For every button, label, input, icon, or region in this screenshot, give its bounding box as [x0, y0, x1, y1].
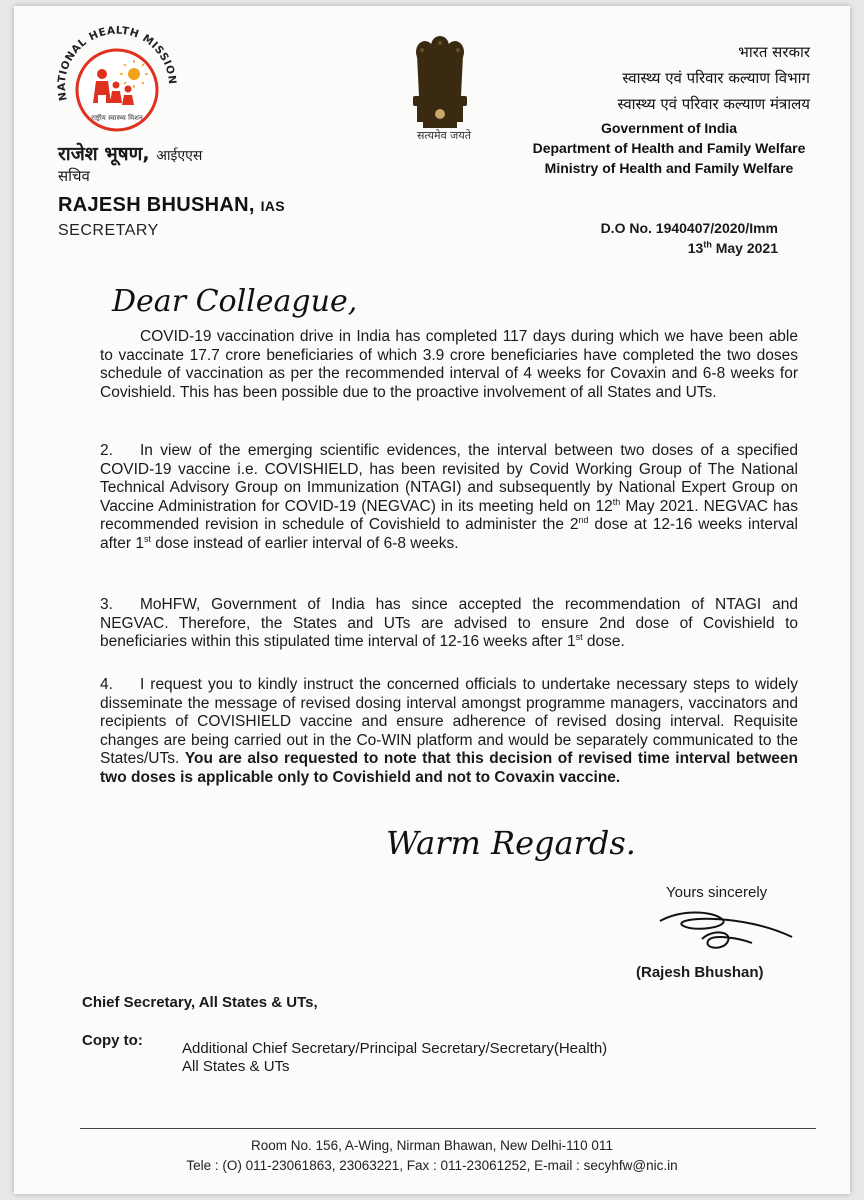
- salutation-handwritten: Dear Colleague,: [112, 284, 358, 319]
- paragraph-2-number: 2.: [100, 442, 113, 459]
- sender-name-en: RAJESH BHUSHAN,: [58, 194, 255, 216]
- do-number: D.O No. 1940407/2020/Imm: [600, 220, 778, 236]
- nhm-inner-text: राष्ट्रीय स्वास्थ्य मिशन: [91, 114, 143, 122]
- paragraph-2-sup-3: st: [143, 533, 151, 544]
- sender-suffix-en: IAS: [260, 198, 285, 214]
- emblem-motto: सत्यमेव जयते: [416, 129, 471, 142]
- signature-icon: [652, 899, 802, 959]
- sender-name-english: [58, 194, 285, 217]
- copy-to-recipients: [182, 1040, 607, 1076]
- warm-regards-handwritten: Warm Regards.: [386, 824, 636, 862]
- addressee: Chief Secretary, All States & UTs,: [82, 994, 318, 1011]
- paragraph-2: [100, 442, 798, 554]
- letter-page: [14, 6, 850, 1194]
- gov-english-line2: Department of Health and Family Welfare: [532, 140, 806, 156]
- national-emblem-icon: [399, 26, 481, 144]
- gov-hindi-line2: स्वास्थ्य एवं परिवार कल्याण विभाग: [622, 69, 810, 87]
- paragraph-3: [100, 596, 798, 652]
- sender-title-hindi: सचिव: [58, 167, 90, 185]
- paragraph-4-bold-text: You are also requested to note that this decision of revised time interval between two doses is applicable only to Covishield and not to Covaxin vaccine.: [100, 750, 799, 786]
- paragraph-4-number: 4.: [100, 676, 113, 693]
- copy-to-label: Copy to:: [82, 1032, 143, 1049]
- paragraph-1-text: COVID-19 vaccination drive in India has completed 117 days during which we have been able to vaccinate 17.7 crore beneficiaries of which 3.9 crore beneficiaries have completed the two doses schedule of vaccination as per the recommended interval of 4 weeks for Covaxin and 6-8 weeks for Covishield. This has been possible due to the proactive involvement of all States and UTs.: [100, 328, 798, 401]
- nhm-ring-text: NATIONAL HEALTH MISSION: [55, 24, 179, 102]
- sender-name-hi: राजेश भूषण,: [58, 143, 150, 165]
- paragraph-4: [100, 676, 798, 788]
- gov-hindi-line3: स्वास्थ्य एवं परिवार कल्याण मंत्रालय: [617, 95, 810, 113]
- gov-english-line1: Government of India: [600, 120, 738, 136]
- paragraph-2-text-b: May 2021. NEGVAC has recommended revision in schedule of Covishield to administer the 2: [100, 497, 798, 534]
- date-sup: th: [703, 239, 712, 250]
- paragraph-3-text-b: dose.: [582, 633, 625, 651]
- paragraph-3-text-a: MoHFW, Government of India has since accepted the recommendation of NTAGI and NEGVAC. Therefore, the States and UTs are advised to ensure 2nd dose of Covishield to beneficiaries within this stipulated time interval of 12-16 weeks after 1: [100, 596, 798, 651]
- footer-divider: [80, 1128, 816, 1129]
- date-day: 13: [687, 240, 704, 256]
- date-rest: May 2021: [711, 240, 778, 256]
- sender-suffix-hi: आईएएस: [156, 148, 203, 164]
- letter-date: [688, 240, 778, 256]
- gov-english-line3: Ministry of Health and Family Welfare: [544, 160, 794, 176]
- paragraph-2-sup-1: th: [612, 496, 621, 507]
- gov-hindi-line1: भारत सरकार: [738, 43, 810, 61]
- sun-icon: [128, 68, 140, 80]
- sender-name-hindi: [58, 140, 202, 166]
- paragraph-2-text-d: dose instead of earlier interval of 6-8 weeks.: [150, 534, 459, 552]
- paragraph-3-number: 3.: [100, 596, 113, 613]
- footer-contact: Tele : (O) 011-23061863, 23063221, Fax : 011-23061252, E-mail : secyhfw@nic.in: [186, 1158, 678, 1173]
- copy-to-line-2: All States & UTs: [182, 1058, 290, 1075]
- paragraph-2-text-a: In view of the emerging scientific evidences, the interval between two doses of a specified COVID-19 vaccine i.e. COVISHIELD, has been revisited by Covid Working Group of The National Technical Advisory Group on Immunization (NTAGI) and subsequently by National Expert Group on Vaccine Administration for COVID-19 (NEGVAC) in its meeting held on 12: [100, 442, 798, 515]
- paragraph-2-text-c: dose at 12-16 weeks interval after 1: [100, 516, 798, 552]
- paragraph-4-text: I request you to kindly instruct the concerned officials to undertake necessary steps to widely disseminate the message of revised dosing interval amongst programme managers, vaccinators and recipients of COVISHIELD vaccine and ensure adherence of revised dosing interval. Requisite changes are being carried out in the Co-WIN platform and would be separately communicated to the States/UTs.: [100, 676, 798, 768]
- footer-address: Room No. 156, A-Wing, Nirman Bhawan, New Delhi-110 011: [251, 1138, 613, 1153]
- signer-name: (Rajesh Bhushan): [636, 964, 764, 981]
- paragraph-1: [100, 328, 798, 402]
- paragraph-3-sup: st: [575, 632, 583, 643]
- sender-title-english: SECRETARY: [58, 222, 159, 239]
- paragraph-2-sup-2: nd: [578, 515, 589, 526]
- copy-to-line-1: Additional Chief Secretary/Principal Secretary/Secretary(Health): [182, 1040, 608, 1057]
- yours-sincerely: Yours sincerely: [666, 884, 768, 901]
